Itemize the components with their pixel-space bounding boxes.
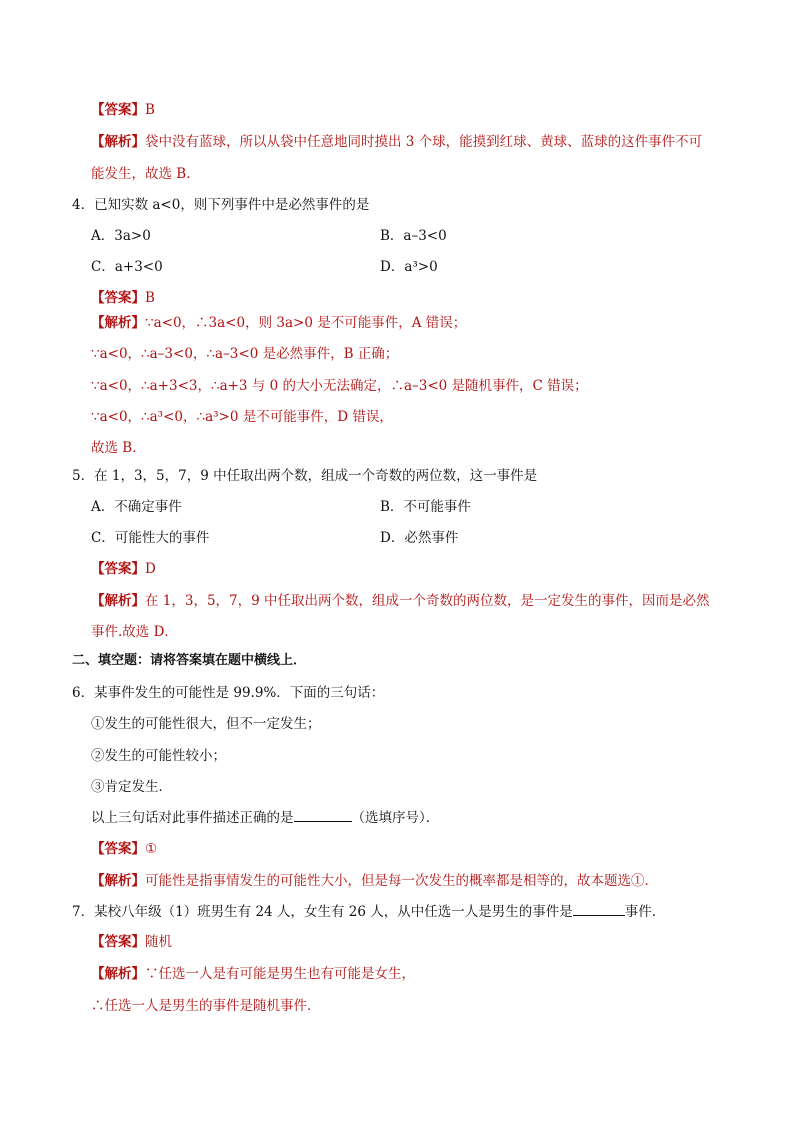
- q4-answer-line: [91, 288, 155, 308]
- q7-stem-after: 事件.: [624, 904, 656, 920]
- q6-stem: 6．某事件发生的可能性是 99.9%．下面的三句话：: [72, 685, 385, 701]
- q4-option-b: B．a–3<0: [380, 228, 447, 244]
- q6-prompt-before: 以上三句话对此事件描述正确的是: [91, 810, 294, 826]
- q6-answer-line: [91, 839, 157, 859]
- q5-analysis-1: 在 1，3，5，7，9 中任取出两个数，组成一个奇数的两位数，是一定发生的事件，因而是必然: [145, 593, 710, 609]
- q5-option-a: A．不确定事件: [91, 499, 182, 515]
- q7-answer-line: [91, 932, 172, 952]
- analysis-tag: 【解析】: [91, 315, 145, 331]
- q6-prompt: [91, 807, 439, 828]
- q4-analysis-line-1: [91, 313, 466, 333]
- q6-blank[interactable]: [294, 807, 352, 822]
- answer-tag: 【答案】: [91, 841, 145, 857]
- section-heading: 二、填空题：请将答案填在题中横线上．: [72, 653, 307, 668]
- q5-analysis-line-2: 事件.故选 D．: [91, 624, 178, 640]
- q7-answer: 随机: [145, 934, 172, 950]
- q6-prompt-after: （选填序号）．: [351, 810, 440, 826]
- q7-stem-before: 7．某校八年级（1）班男生有 24 人，女生有 26 人，从中任选一人是男生的事件是: [72, 904, 573, 920]
- q7-analysis-line-2: ∴任选一人是男生的事件是随机事件．: [91, 998, 321, 1014]
- q4-analysis-line-4: ∵a<0，∴a³<0，∴a³>0 是不可能事件，D 错误，: [91, 409, 393, 425]
- q4-analysis-line-3: ∵a<0，∴a+3<3，∴a+3 与 0 的大小无法确定，∴a–3<0 是随机事件，C 错误；: [91, 378, 588, 394]
- answer-tag: 【答案】: [91, 934, 145, 950]
- q5-stem: 5．在 1，3，5，7，9 中任取出两个数，组成一个奇数的两位数，这一事件是: [72, 468, 538, 484]
- q5-option-c: C．可能性大的事件: [91, 530, 210, 546]
- q6-item-1: ①发生的可能性很大，但不一定发生；: [91, 716, 321, 732]
- analysis-tag: 【解析】: [91, 966, 145, 982]
- q6-item-2: ②发生的可能性较小；: [91, 748, 226, 764]
- q4-answer: B: [145, 290, 155, 306]
- q5-option-b: B．不可能事件: [380, 499, 471, 515]
- q6-item-3: ③肯定发生．: [91, 779, 172, 795]
- q4-analysis-line-5: 故选 B．: [91, 440, 146, 456]
- answer-tag: 【答案】: [91, 561, 145, 577]
- q3-analysis-1: 袋中没有蓝球，所以从袋中任意地同时摸出 3 个球，能摸到红球、黄球、蓝球的这件事件不可: [145, 134, 703, 150]
- analysis-tag: 【解析】: [91, 873, 145, 889]
- q4-analysis-line-2: ∵a<0，∴a–3<0，∴a–3<0 是必然事件，B 正确；: [91, 346, 399, 362]
- q5-option-d: D．必然事件: [380, 530, 459, 546]
- q6-answer: ①: [145, 841, 158, 857]
- q4-option-c: C．a+3<0: [91, 259, 163, 275]
- q5-analysis-line-1: [91, 591, 710, 611]
- q6-analysis-line: [91, 871, 658, 891]
- q7-stem: [72, 901, 656, 922]
- q4-analysis-1: ∵a<0，∴3a<0，则 3a>0 是不可能事件，A 错误；: [145, 315, 467, 331]
- q4-stem: 4．已知实数 a<0，则下列事件中是必然事件的是: [72, 197, 370, 213]
- answer-tag: 【答案】: [91, 102, 145, 118]
- q5-answer: D: [145, 561, 156, 577]
- q4-option-d: D．a³>0: [380, 259, 438, 275]
- q7-analysis-1: ∵任选一人是有可能是男生也有可能是女生，: [145, 966, 415, 982]
- q6-analysis: 可能性是指事情发生的可能性大小，但是每一次发生的概率都是相等的，故本题选①．: [145, 873, 658, 889]
- q4-option-a: A．3a>0: [91, 228, 151, 244]
- q7-blank[interactable]: [573, 901, 625, 916]
- q3-analysis-line-2: 能发生，故选 B．: [91, 166, 200, 182]
- q3-answer-line: [91, 100, 155, 120]
- q3-analysis-line-1: [91, 132, 702, 152]
- q3-answer: B: [145, 102, 155, 118]
- analysis-tag: 【解析】: [91, 134, 145, 150]
- q7-analysis-line-1: [91, 964, 415, 984]
- q5-answer-line: [91, 559, 156, 579]
- analysis-tag: 【解析】: [91, 593, 145, 609]
- answer-tag: 【答案】: [91, 290, 145, 306]
